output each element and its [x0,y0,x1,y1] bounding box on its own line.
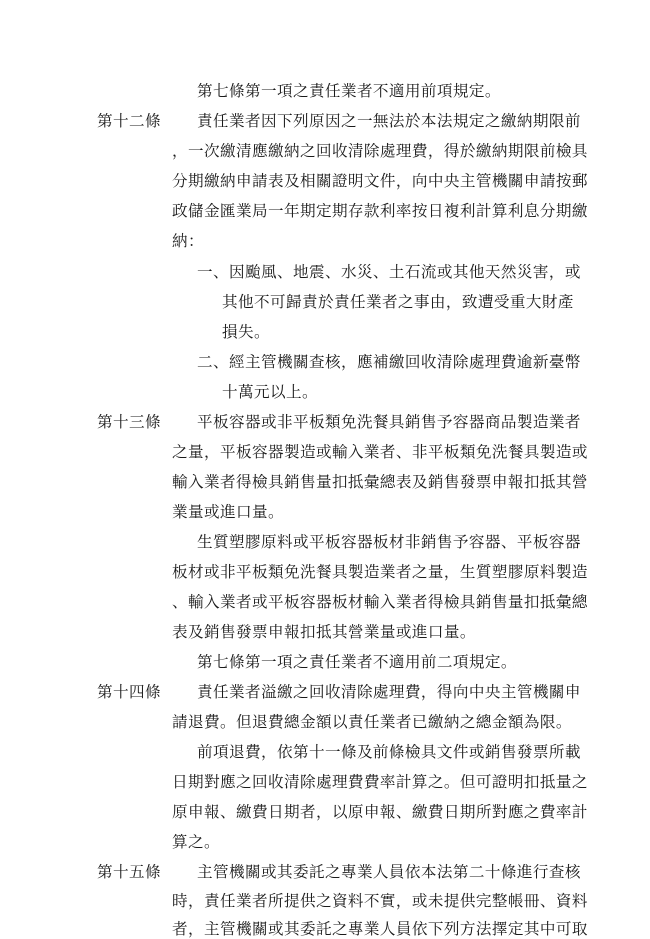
text-line: 、輸入業者或平板容器板材輸入業者得檢具銷售量扣抵彙總 [172,593,588,611]
text-line: 責任業者因下列原因之一無法於本法規定之繳納期限前 [197,112,581,130]
article-label: 第十三條 [97,413,161,431]
article-label: 第十五條 [97,863,161,881]
text-line: 時，責任業者所提供之資料不實，或未提供完整帳冊、資料 [172,892,588,910]
text-line: 政儲金匯業局一年期定期存款利率按日複利計算利息分期繳 [172,202,588,220]
text-line: 表及銷售發票申報扣抵其營業量或進口量。 [172,623,476,641]
list-item: 二、經主管機關查核，應補繳回收清除處理費逾新臺幣 [197,353,581,371]
text-line: 之量，平板容器製造或輸入業者、非平板類免洗餐具製造或 [172,443,588,461]
text-line: 第七條第一項之責任業者不適用前項規定。 [197,82,501,100]
text-line: 十萬元以上。 [222,383,318,401]
article-label: 第十二條 [97,112,161,130]
text-line: 第七條第一項之責任業者不適用前二項規定。 [197,653,517,671]
text-line: 板材或非平板類免洗餐具製造業者之量，生質塑膠原料製造 [172,563,588,581]
text-line: 納： [172,232,204,250]
text-line: 損失。 [222,323,270,341]
text-line: 者，主管機關或其委託之專業人員依下列方法擇定其中可取 [172,920,588,938]
text-line: 請退費。但退費總金額以責任業者已繳納之總金額為限。 [172,713,572,731]
text-line: 主管機關或其委託之專業人員依本法第二十條進行查核 [197,863,581,881]
text-line: 平板容器或非平板類免洗餐具銷售予容器商品製造業者 [197,413,581,431]
article-label: 第十四條 [97,683,161,701]
text-line: 其他不可歸責於責任業者之事由，致遭受重大財產 [222,293,574,311]
list-item: 一、因颱風、地震、水災、土石流或其他天然災害，或 [197,263,581,281]
text-line: 原申報、繳費日期者，以原申報、繳費日期所對應之費率計 [172,803,588,821]
text-line: 日期對應之回收清除處理費費率計算之。但可證明扣抵量之 [172,773,588,791]
text-line: 前項退費，依第十一條及前條檢具文件或銷售發票所載 [197,743,581,761]
text-line: 分期繳納申請表及相關證明文件，向中央主管機關申請按郵 [172,172,588,190]
text-line: 輸入業者得檢具銷售量扣抵彙總表及銷售發票申報扣抵其營 [172,473,588,491]
text-line: ，一次繳清應繳納之回收清除處理費，得於繳納期限前檢具 [172,142,588,160]
text-line: 責任業者溢繳之回收清除處理費，得向中央主管機關申 [197,683,581,701]
text-line: 生質塑膠原料或平板容器板材非銷售予容器、平板容器 [197,533,581,551]
text-line: 算之。 [172,833,220,851]
text-line: 業量或進口量。 [172,503,284,521]
